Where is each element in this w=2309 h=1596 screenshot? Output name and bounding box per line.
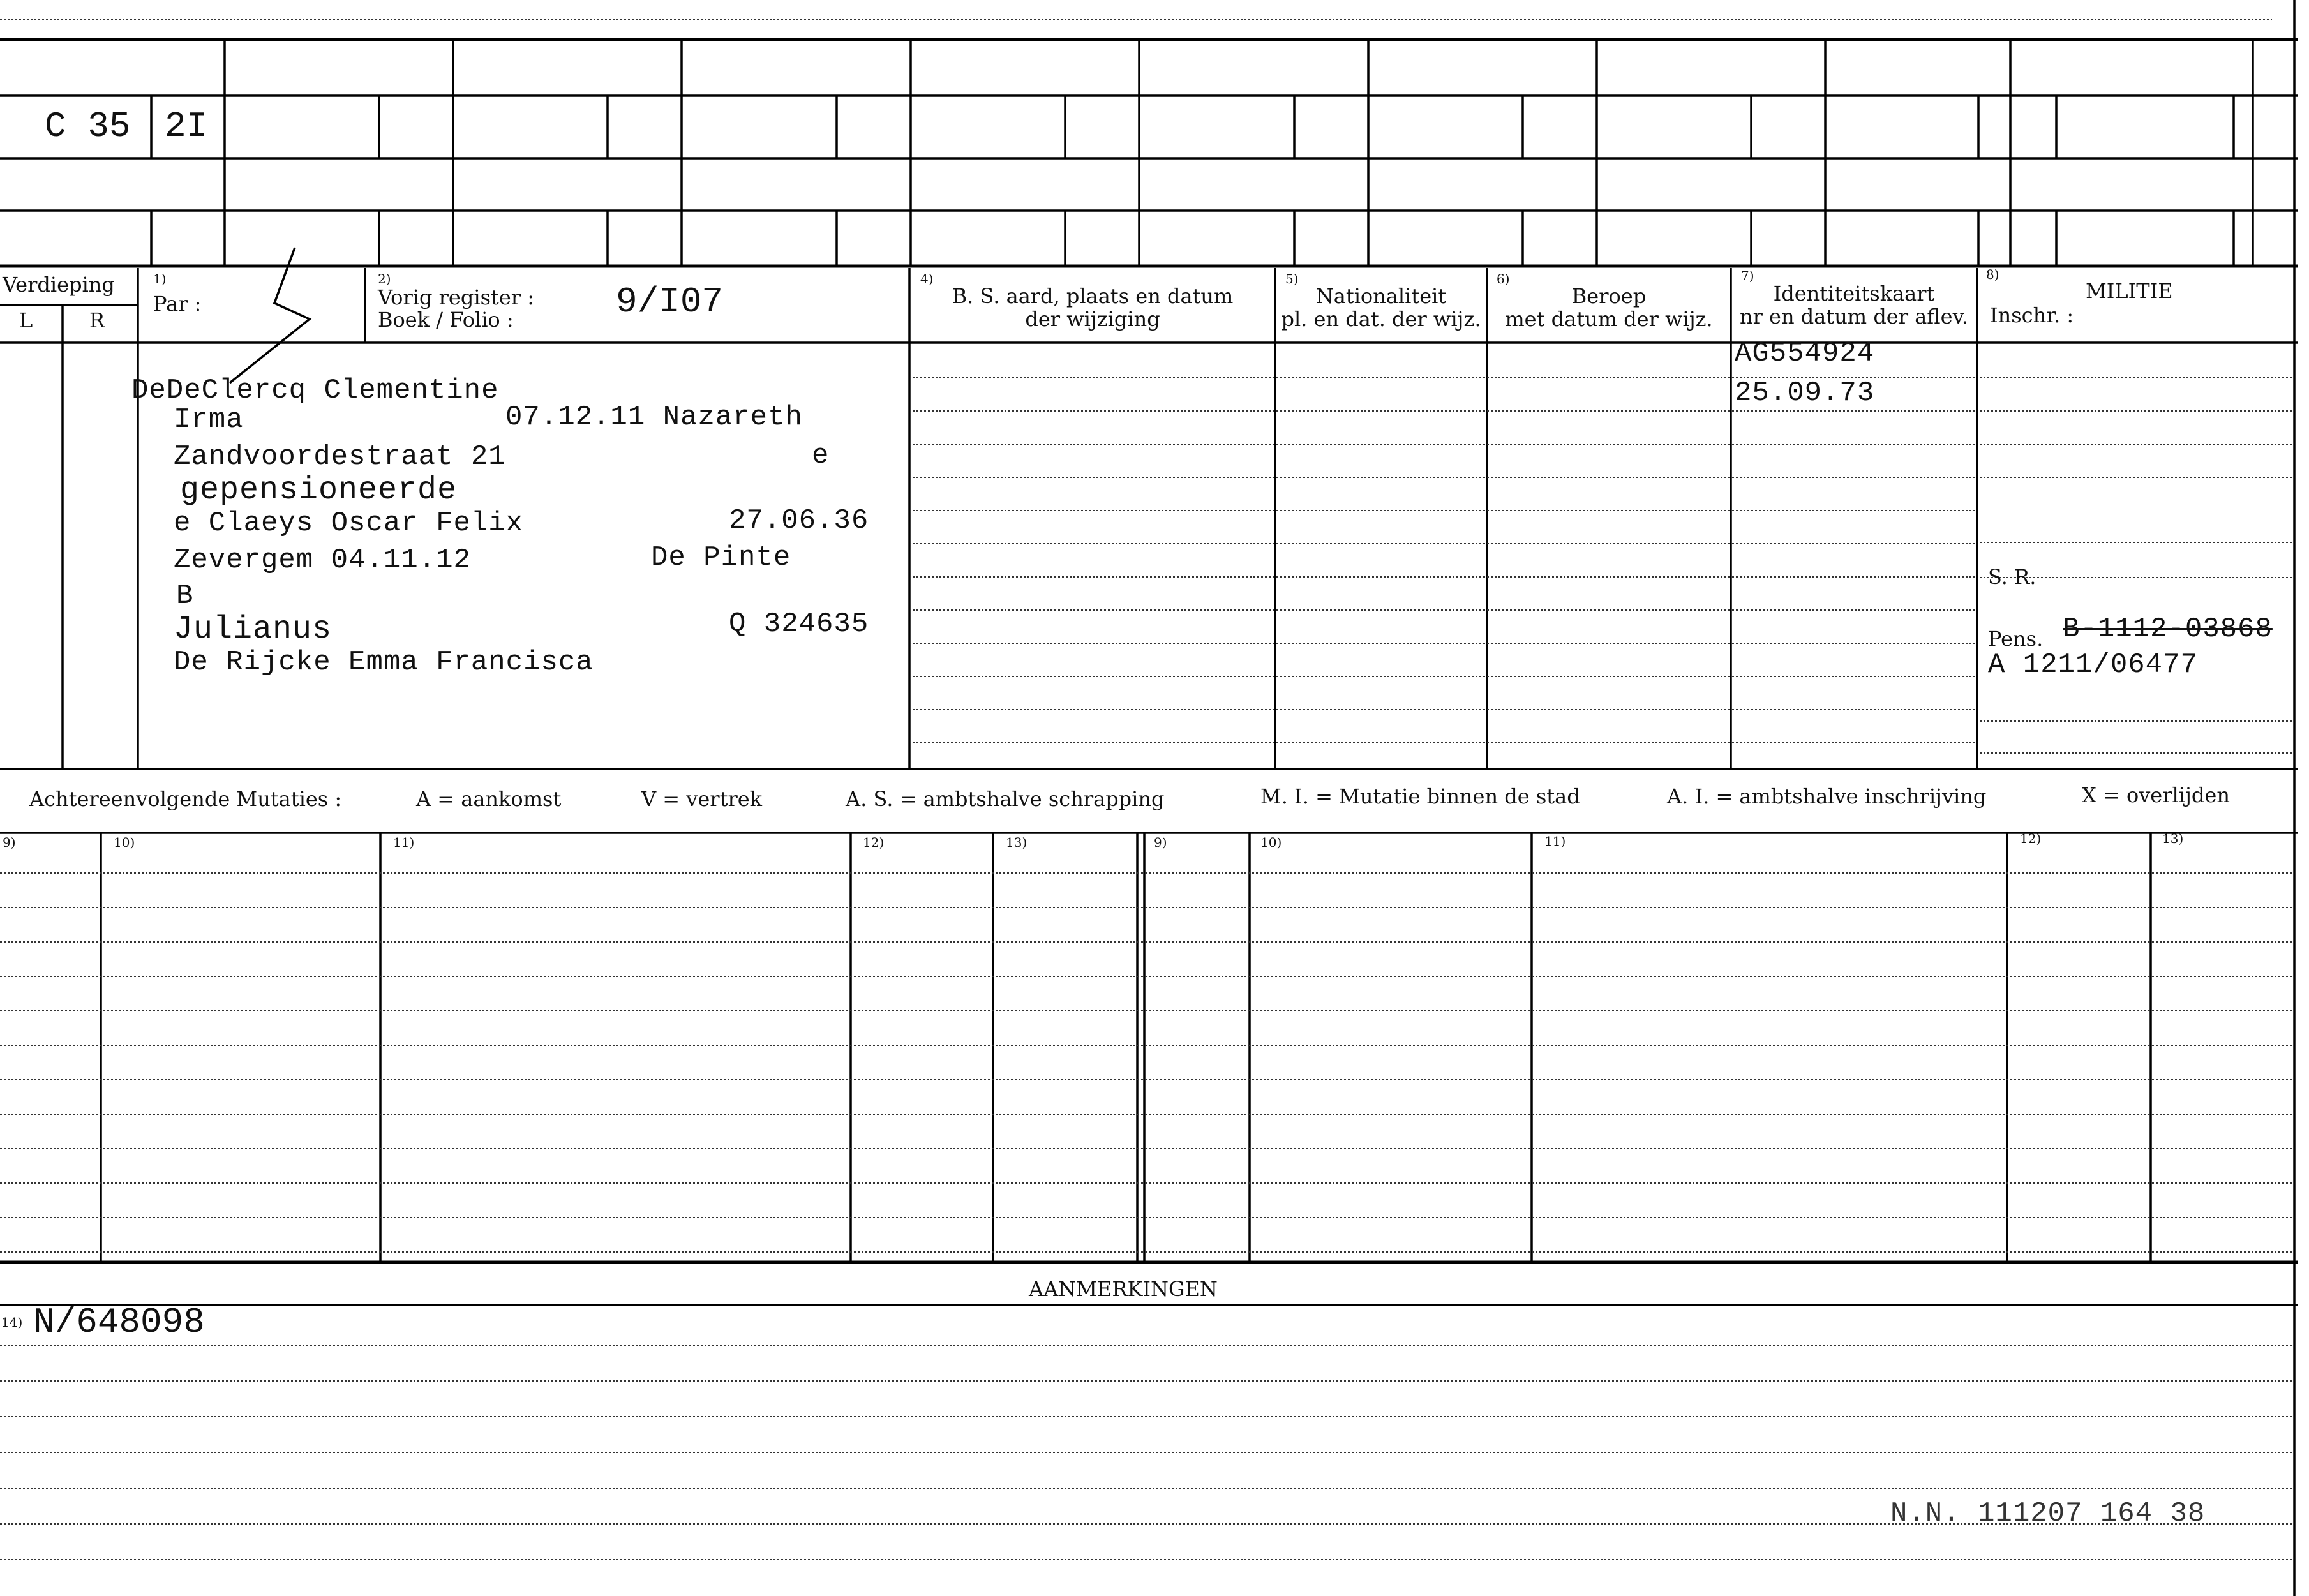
person-birth: 07.12.11 Nazareth xyxy=(505,401,803,433)
person-address: Zandvoordestraat 21 xyxy=(174,441,506,473)
column-2-number: 2) xyxy=(378,271,391,287)
mutation-column-number: 11) xyxy=(1544,833,1566,849)
verdieping-label: Verdieping xyxy=(3,272,115,297)
person-spouse: e Claeys Oscar Felix xyxy=(174,507,524,539)
mutation-column-number: 9) xyxy=(3,835,16,850)
boek-folio-label: Boek / Folio : xyxy=(378,308,514,332)
vorig-register-value: 9/I07 xyxy=(616,281,724,322)
remarks-value: N/648098 xyxy=(33,1302,205,1343)
legend-aankomst: A = aankomst xyxy=(416,787,562,811)
person-address-mark: e xyxy=(812,440,830,472)
person-mother: De Rijcke Emma Francisca xyxy=(174,646,594,678)
legend-ambtshalve-inschrijving: A. I. = ambtshalve inschrijving xyxy=(1667,784,1987,809)
column-7-header-line1: Identiteitskaart xyxy=(1773,281,1935,306)
column-5-number: 5) xyxy=(1285,271,1299,287)
legend-ambtshalve-schrapping: A. S. = ambtshalve schrapping xyxy=(846,787,1165,811)
mutation-column-number: 12) xyxy=(863,835,885,850)
person-firstname: Irma xyxy=(174,404,244,436)
register-number: 2I xyxy=(165,106,208,147)
mutation-column-number: 11) xyxy=(393,835,415,850)
mutations-legend-title: Achtereenvolgende Mutaties : xyxy=(29,787,342,811)
column-5-header-line2: pl. en dat. der wijz. xyxy=(1281,307,1481,331)
militie-label: MILITIE xyxy=(2086,279,2173,303)
verdieping-l-label: L xyxy=(19,308,33,332)
par-label: Par : xyxy=(153,292,202,316)
mutation-column-number: 13) xyxy=(2162,831,2184,846)
column-5-header-line1: Nationaliteit xyxy=(1315,284,1447,308)
column-6-header-line1: Beroep xyxy=(1571,284,1647,308)
legend-mutatie-binnen-stad: M. I. = Mutatie binnen de stad xyxy=(1260,784,1580,809)
identity-card-date: 25.09.73 xyxy=(1735,377,1875,409)
column-1-number: 1) xyxy=(153,271,167,287)
column-6-header-line2: met datum der wijz. xyxy=(1505,307,1713,331)
sr-label: S. R. xyxy=(1988,565,2036,589)
pens-struck-number: B-1112-03868 xyxy=(2063,613,2273,645)
person-municipality: De Pinte xyxy=(651,542,791,574)
person-spouse-birth: Zevergem 04.11.12 xyxy=(174,544,471,576)
pens-label: Pens. xyxy=(1988,627,2044,651)
mutation-column-number: 12) xyxy=(2020,831,2042,846)
column-4-header-line2: der wijziging xyxy=(1025,307,1160,331)
person-marriage-date: 27.06.36 xyxy=(729,505,869,537)
mutation-column-number: 9) xyxy=(1154,835,1167,850)
column-8-number: 8) xyxy=(1986,267,1999,282)
inschr-label: Inschr. : xyxy=(1990,303,2074,327)
remarks-number: 14) xyxy=(1,1315,23,1330)
mutation-column-number: 13) xyxy=(1006,835,1027,850)
column-4-number: 4) xyxy=(920,271,934,287)
national-number: N.N. 111207 164 38 xyxy=(1890,1498,2206,1530)
person-code: Q 324635 xyxy=(729,608,869,640)
identity-card-number: AG554924 xyxy=(1735,338,1875,369)
person-julianus: Julianus xyxy=(174,611,333,648)
vorig-register-label: Vorig register : xyxy=(378,285,535,310)
person-line-b: B xyxy=(176,580,194,612)
legend-vertrek: V = vertrek xyxy=(641,787,763,811)
person-profession: gepensioneerde xyxy=(180,472,458,509)
verdieping-r-label: R xyxy=(89,308,105,332)
pens-number: A 1211/06477 xyxy=(1988,649,2198,681)
person-surname-line: DeDeClercq Clementine xyxy=(131,375,499,406)
column-7-number: 7) xyxy=(1741,268,1754,283)
column-7-header-line2: nr en datum der aflev. xyxy=(1739,304,1969,329)
legend-overlijden: X = overlijden xyxy=(2082,783,2230,807)
column-6-number: 6) xyxy=(1497,271,1510,287)
mutation-column-number: 10) xyxy=(1260,835,1282,850)
remarks-title: AANMERKINGEN xyxy=(1029,1277,1218,1301)
register-code: C 35 xyxy=(45,106,131,147)
column-4-header-line1: B. S. aard, plaats en datum xyxy=(952,284,1234,308)
mutation-column-number: 10) xyxy=(114,835,135,850)
